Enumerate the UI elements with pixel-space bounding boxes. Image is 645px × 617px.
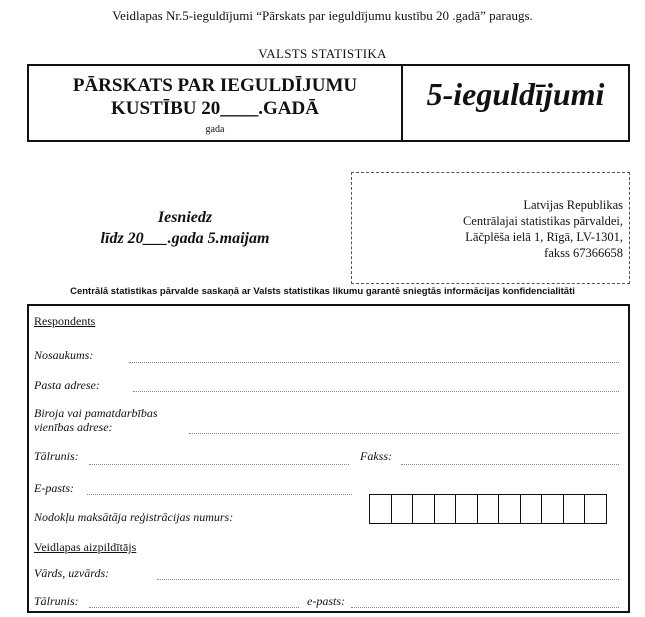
office-address-label-line1: Biroja vai pamatdarbības	[34, 406, 158, 420]
confidentiality-note: Centrālā statistikas pārvalde saskaņā ar Valsts statistikas likumu garantē sniegtās informācijas konfidencialitāti	[70, 286, 575, 297]
report-title	[29, 74, 401, 120]
tax-number-cell[interactable]	[435, 494, 457, 524]
name-label: Nosaukums:	[34, 348, 94, 362]
office-address-field[interactable]	[189, 433, 619, 434]
tax-number-cell[interactable]	[585, 494, 607, 524]
tax-number-cell[interactable]	[564, 494, 586, 524]
email-label: E-pasts:	[34, 481, 74, 495]
tax-number-cell[interactable]	[499, 494, 521, 524]
recipient-address-box	[351, 172, 630, 284]
postal-address-label: Pasta adrese:	[34, 378, 100, 392]
form-code: 5-ieguldījumi	[426, 76, 605, 112]
tax-number-cell[interactable]	[456, 494, 478, 524]
fax-field[interactable]	[401, 464, 619, 465]
office-address-label-line2: vienības adrese:	[34, 420, 113, 434]
filler-heading: Veidlapas aizpildītājs	[34, 540, 137, 554]
report-title-box	[27, 64, 630, 142]
tax-number-grid[interactable]	[369, 494, 607, 524]
tax-number-cell[interactable]	[392, 494, 414, 524]
tax-number-cell[interactable]	[413, 494, 435, 524]
tax-number-cell[interactable]	[542, 494, 564, 524]
submission-deadline	[60, 207, 310, 249]
respondent-info-box	[27, 304, 630, 613]
filler-email-field[interactable]	[351, 607, 619, 608]
filler-email-label: e-pasts:	[307, 594, 345, 608]
submission-line2: līdz 20___.gada 5.maijam	[100, 230, 270, 247]
form-sample-caption: Veidlapas Nr.5-ieguldījumi “Pārskats par ieguldījumu kustību 20 .gadā” paraugs.	[112, 8, 533, 23]
report-title-line2: KUSTĪBU 20____.GADĀ	[111, 98, 319, 119]
email-field[interactable]	[87, 494, 352, 495]
office-address-label	[34, 406, 158, 434]
respondent-heading: Respondents	[34, 314, 96, 328]
address-line: Latvijas Republikas	[523, 198, 623, 212]
address-line: Centrālajai statistikas pārvaldei,	[462, 214, 623, 228]
filler-name-label: Vārds, uzvārds:	[34, 566, 110, 580]
filler-name-field[interactable]	[157, 579, 619, 580]
postal-address-field[interactable]	[133, 391, 619, 392]
tax-number-label: Nodokļu maksātāja reģistrācijas numurs:	[34, 510, 234, 524]
fax-label: Fakss:	[360, 449, 392, 463]
submission-line1: Iesniedz	[157, 209, 213, 226]
phone-field[interactable]	[89, 464, 349, 465]
report-title-line1: PĀRSKATS PAR IEGULDĪJUMU	[72, 75, 358, 96]
year-caption: gada	[205, 124, 225, 135]
address-line: fakss 67366658	[544, 246, 623, 260]
filler-phone-field[interactable]	[89, 607, 299, 608]
tax-number-cell[interactable]	[370, 494, 392, 524]
name-field[interactable]	[129, 362, 619, 363]
tax-number-cell[interactable]	[478, 494, 500, 524]
phone-label: Tālrunis:	[34, 449, 79, 463]
state-statistics-heading: VALSTS STATISTIKA	[258, 46, 387, 61]
recipient-address	[463, 197, 623, 261]
tax-number-cell[interactable]	[521, 494, 543, 524]
filler-phone-label: Tālrunis:	[34, 594, 79, 608]
address-line: Lāčplēša ielā 1, Rīgā, LV-1301,	[465, 230, 623, 244]
